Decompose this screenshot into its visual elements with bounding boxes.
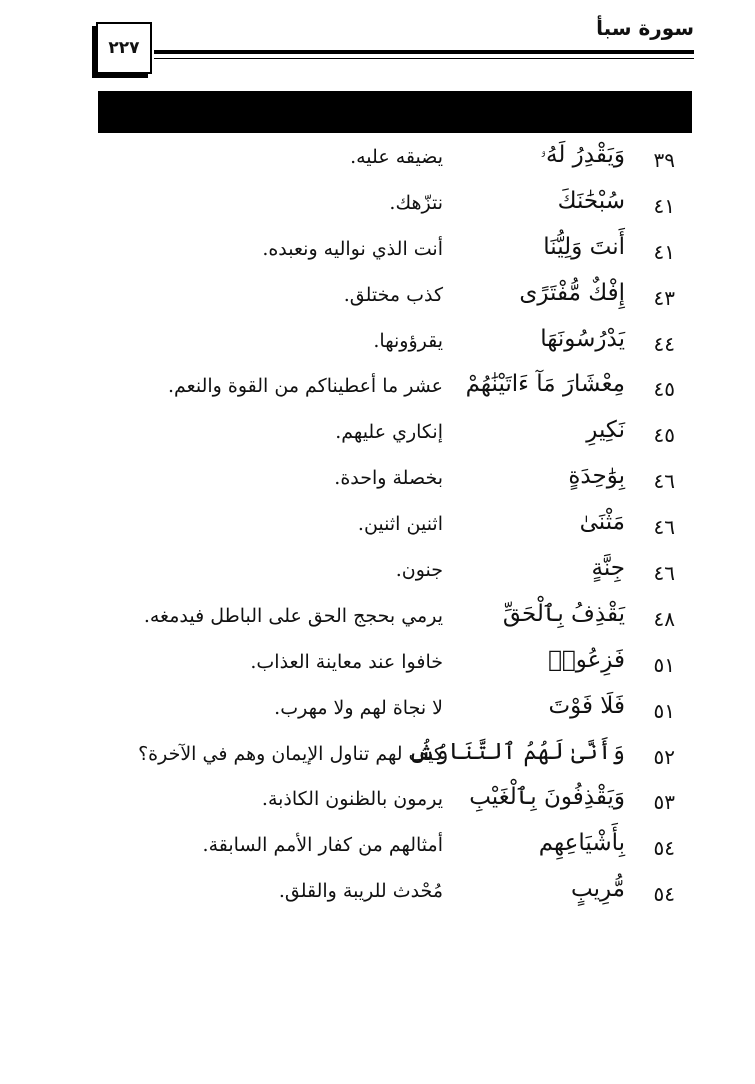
- quran-word: يَقْذِفُ بِٱلْحَقِّ: [502, 600, 625, 627]
- list-item: [0, 324, 755, 370]
- word-meaning: أمثالهم من كفار الأمم السابقة.: [202, 834, 443, 857]
- list-item: [0, 737, 755, 783]
- word-meaning: يقرؤونها.: [373, 329, 443, 352]
- list-item: [0, 782, 755, 828]
- quran-word: وَيَقْذِفُونَ بِٱلْغَيْبِ: [469, 784, 625, 811]
- verse-number: ٤٥: [653, 377, 675, 402]
- word-meaning: كذب مختلق.: [343, 283, 443, 306]
- header-rule-thin: [154, 58, 694, 59]
- list-item: [0, 599, 755, 645]
- quran-word: مُّرِيبٍ: [571, 876, 625, 903]
- quran-word: مِعْشَارَ مَآ ءَاتَيْنَٰهُمْ: [465, 371, 625, 398]
- quran-word: فَزِعُوا۟: [548, 646, 625, 673]
- list-item: [0, 278, 755, 324]
- verse-number: ٤٥: [653, 423, 675, 448]
- quran-word: مَثْنَىٰ: [579, 509, 625, 536]
- word-meaning: نتزّهك.: [389, 191, 443, 214]
- list-item: [0, 874, 755, 920]
- header-bar: [98, 91, 692, 133]
- list-item: [0, 553, 755, 599]
- list-item: [0, 186, 755, 232]
- word-meaning: كيف لهم تناول الإيمان وهم في الآخرة؟: [138, 742, 443, 765]
- list-item: [0, 828, 755, 874]
- verse-number: ٤٤: [653, 331, 675, 356]
- list-item: [0, 415, 755, 461]
- verse-number: ٥٣: [653, 790, 675, 815]
- verse-number: ٥٤: [653, 836, 675, 861]
- page-number: ٢٢٧: [108, 38, 140, 58]
- verse-number: ٤٦: [653, 469, 675, 494]
- verse-number: ٥٢: [653, 744, 675, 769]
- verse-number: ٤٦: [653, 561, 675, 586]
- quran-word: نَكِيرِ: [586, 417, 625, 444]
- word-meaning: مُحْدث للريبة والقلق.: [278, 880, 443, 903]
- surah-title: سورة سبأ: [596, 16, 694, 40]
- verse-number: ٤٦: [653, 515, 675, 540]
- quran-word: أَنتَ وَلِيُّنَا: [543, 233, 625, 260]
- quran-word: سُبْحَٰنَكَ: [557, 187, 625, 214]
- verse-number: ٥١: [653, 652, 675, 677]
- word-meaning: لا نجاة لهم ولا مهرب.: [274, 696, 443, 719]
- verse-number: ٣٩: [653, 148, 675, 172]
- word-meaning: أنت الذي نواليه ونعبده.: [262, 237, 443, 260]
- page-number-box: [96, 22, 152, 74]
- word-meaning: خافوا عند معاينة العذاب.: [250, 650, 443, 673]
- verse-number: ٤٨: [653, 606, 675, 631]
- word-meaning: جنون.: [395, 559, 443, 582]
- list-item: [0, 140, 755, 186]
- list-item: [0, 691, 755, 737]
- quran-word: بِوَٰحِدَةٍ: [568, 463, 625, 490]
- quran-word: وَأَنَّىٰ لَهُمُ ٱلتَّنَاوُشُ: [408, 738, 625, 765]
- verse-number: ٥٤: [653, 882, 675, 907]
- verse-number: ٥١: [653, 698, 675, 723]
- page-header: [96, 14, 694, 74]
- quran-word: إِفْكٌ مُّفْتَرًى: [519, 279, 625, 306]
- list-item: [0, 461, 755, 507]
- word-meaning: بخصلة واحدة.: [334, 467, 443, 490]
- quran-word: وَيَقْدِرُ لَهُۥ: [540, 142, 625, 168]
- verse-number: ٤١: [653, 239, 675, 264]
- word-meaning: اثنين اثنين.: [357, 513, 443, 536]
- word-meaning: يرمي بحجج الحق على الباطل فيدمغه.: [143, 604, 443, 627]
- list-item: [0, 232, 755, 278]
- word-meaning: إنكاري عليهم.: [335, 421, 443, 444]
- verse-number: ٤١: [653, 193, 675, 218]
- list-item: [0, 369, 755, 415]
- word-meaning: يضيقه عليه.: [350, 146, 443, 168]
- list-item: [0, 645, 755, 691]
- quran-word: بِأَشْيَاعِهِم: [538, 830, 625, 857]
- word-meaning: عشر ما أعطيناكم من القوة والنعم.: [168, 375, 443, 398]
- vocabulary-list: [0, 140, 755, 920]
- list-item: [0, 507, 755, 553]
- verse-number: ٤٣: [653, 285, 675, 310]
- header-rule: [154, 50, 694, 54]
- quran-word: يَدْرُسُونَهَا: [540, 325, 625, 352]
- quran-word: فَلَا فَوْتَ: [548, 692, 625, 719]
- quran-word: جِنَّةٍ: [591, 555, 625, 582]
- word-meaning: يرمون بالظنون الكاذبة.: [261, 788, 443, 811]
